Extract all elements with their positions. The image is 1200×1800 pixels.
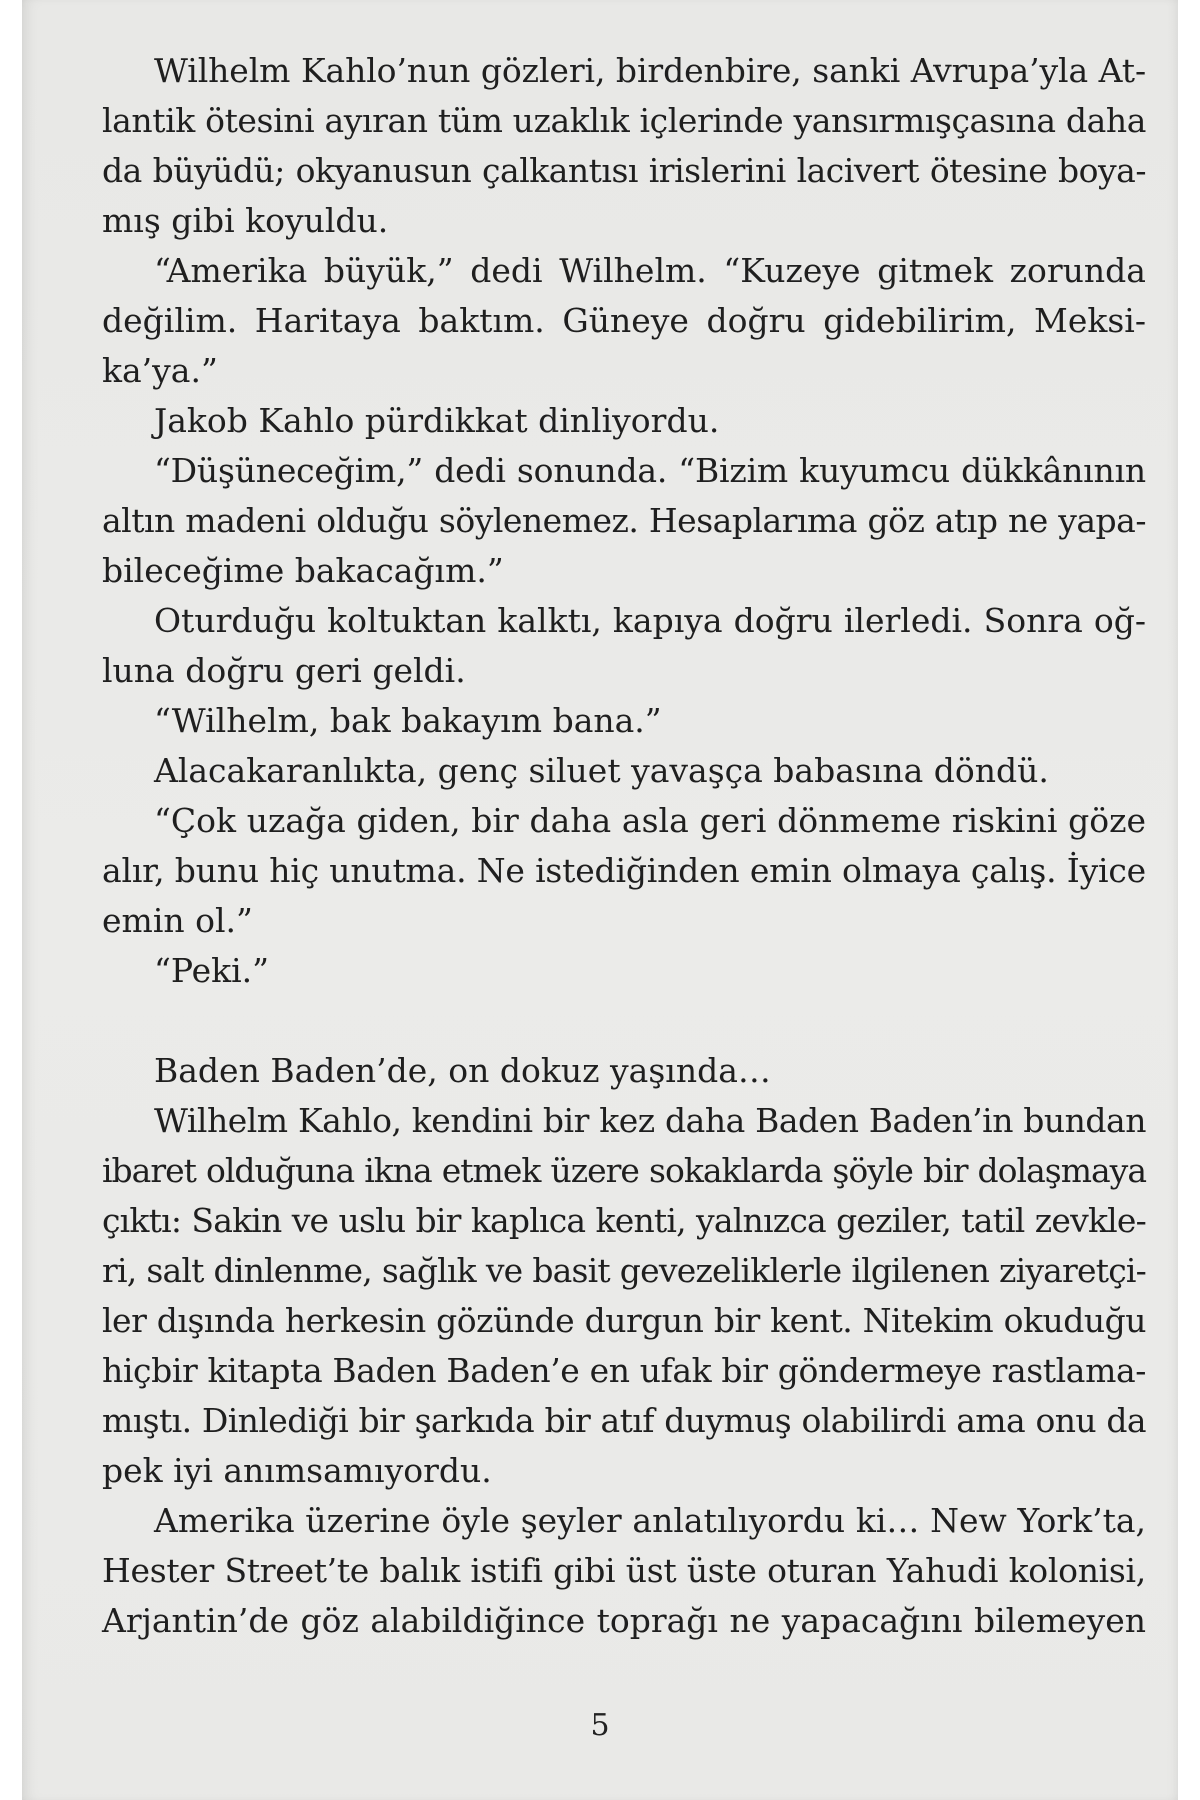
text-line: Hester Street’te balık istifi gibi üst üste oturan Yahudi kolonisi, <box>102 1551 1146 1590</box>
text-line: bileceğime bakacağım.” <box>102 551 504 590</box>
text-line: “Peki.” <box>154 951 270 990</box>
text-line: pek iyi anımsamıyordu. <box>102 1451 492 1490</box>
book-page <box>22 0 1178 1800</box>
text-line: Arjantin’de göz alabildiğince toprağı ne yapacağını bilemeyen <box>102 1601 1146 1640</box>
text-line: ri, salt dinlenme, sağlık ve basit gevezeliklerle ilgilenen ziyaretçi- <box>102 1251 1146 1290</box>
text-line: Alacakaranlıkta, genç siluet yavaşça babasına döndü. <box>154 751 1049 790</box>
text-line: değilim. Haritaya baktım. Güneye doğru gidebilirim, Meksi- <box>102 301 1146 340</box>
text-line: emin ol.” <box>102 901 253 940</box>
text-line: çıktı: Sakin ve uslu bir kaplıca kenti, yalnızca geziler, tatil zevkle- <box>102 1201 1146 1240</box>
page-number: 5 <box>590 1708 610 1743</box>
body-text <box>102 46 1146 1646</box>
text-line: Wilhelm Kahlo, kendini bir kez daha Baden Baden’in bundan <box>154 1101 1146 1140</box>
text-line: altın madeni olduğu söylenemez. Hesaplarıma göz atıp ne yapa- <box>102 501 1146 540</box>
text-line: ibaret olduğuna ikna etmek üzere sokaklarda şöyle bir dolaşmaya <box>102 1151 1146 1190</box>
text-line: mıştı. Dinlediği bir şarkıda bir atıf duymuş olabilirdi ama onu da <box>102 1401 1146 1440</box>
text-line: lantik ötesini ayıran tüm uzaklık içlerinde yansırmışçasına daha <box>102 101 1146 140</box>
text-line: hiçbir kitapta Baden Baden’e en ufak bir göndermeye rastlama- <box>102 1351 1146 1390</box>
text-line: da büyüdü; okyanusun çalkantısı irislerini lacivert ötesine boya- <box>102 151 1146 190</box>
text-line: Jakob Kahlo pürdikkat dinliyordu. <box>154 401 720 440</box>
section-heading-line: Baden Baden’de, on dokuz yaşında… <box>154 1051 771 1090</box>
text-line: luna doğru geri geldi. <box>102 651 466 690</box>
text-line: “Wilhelm, bak bakayım bana.” <box>154 701 662 740</box>
text-line: ka’ya.” <box>102 351 218 390</box>
text-line: Amerika üzerine öyle şeyler anlatılıyordu ki… New York’ta, <box>154 1501 1146 1540</box>
text-line: ler dışında herkesin gözünde durgun bir kent. Nitekim okuduğu <box>102 1301 1146 1340</box>
text-line: “Düşüneceğim,” dedi sonunda. “Bizim kuyumcu dükkânının <box>154 451 1146 490</box>
text-line: “Amerika büyük,” dedi Wilhelm. “Kuzeye gitmek zorunda <box>154 251 1146 290</box>
text-line: mış gibi koyuldu. <box>102 201 389 240</box>
text-line: Wilhelm Kahlo’nun gözleri, birdenbire, sanki Avrupa’yla At- <box>154 51 1146 90</box>
text-line: alır, bunu hiç unutma. Ne istediğinden emin olmaya çalış. İyice <box>102 851 1146 890</box>
text-line: Oturduğu koltuktan kalktı, kapıya doğru ilerledi. Sonra oğ- <box>154 601 1146 640</box>
section-break <box>102 996 1146 1046</box>
text-line: “Çok uzağa giden, bir daha asla geri dönmeme riskini göze <box>154 801 1146 840</box>
